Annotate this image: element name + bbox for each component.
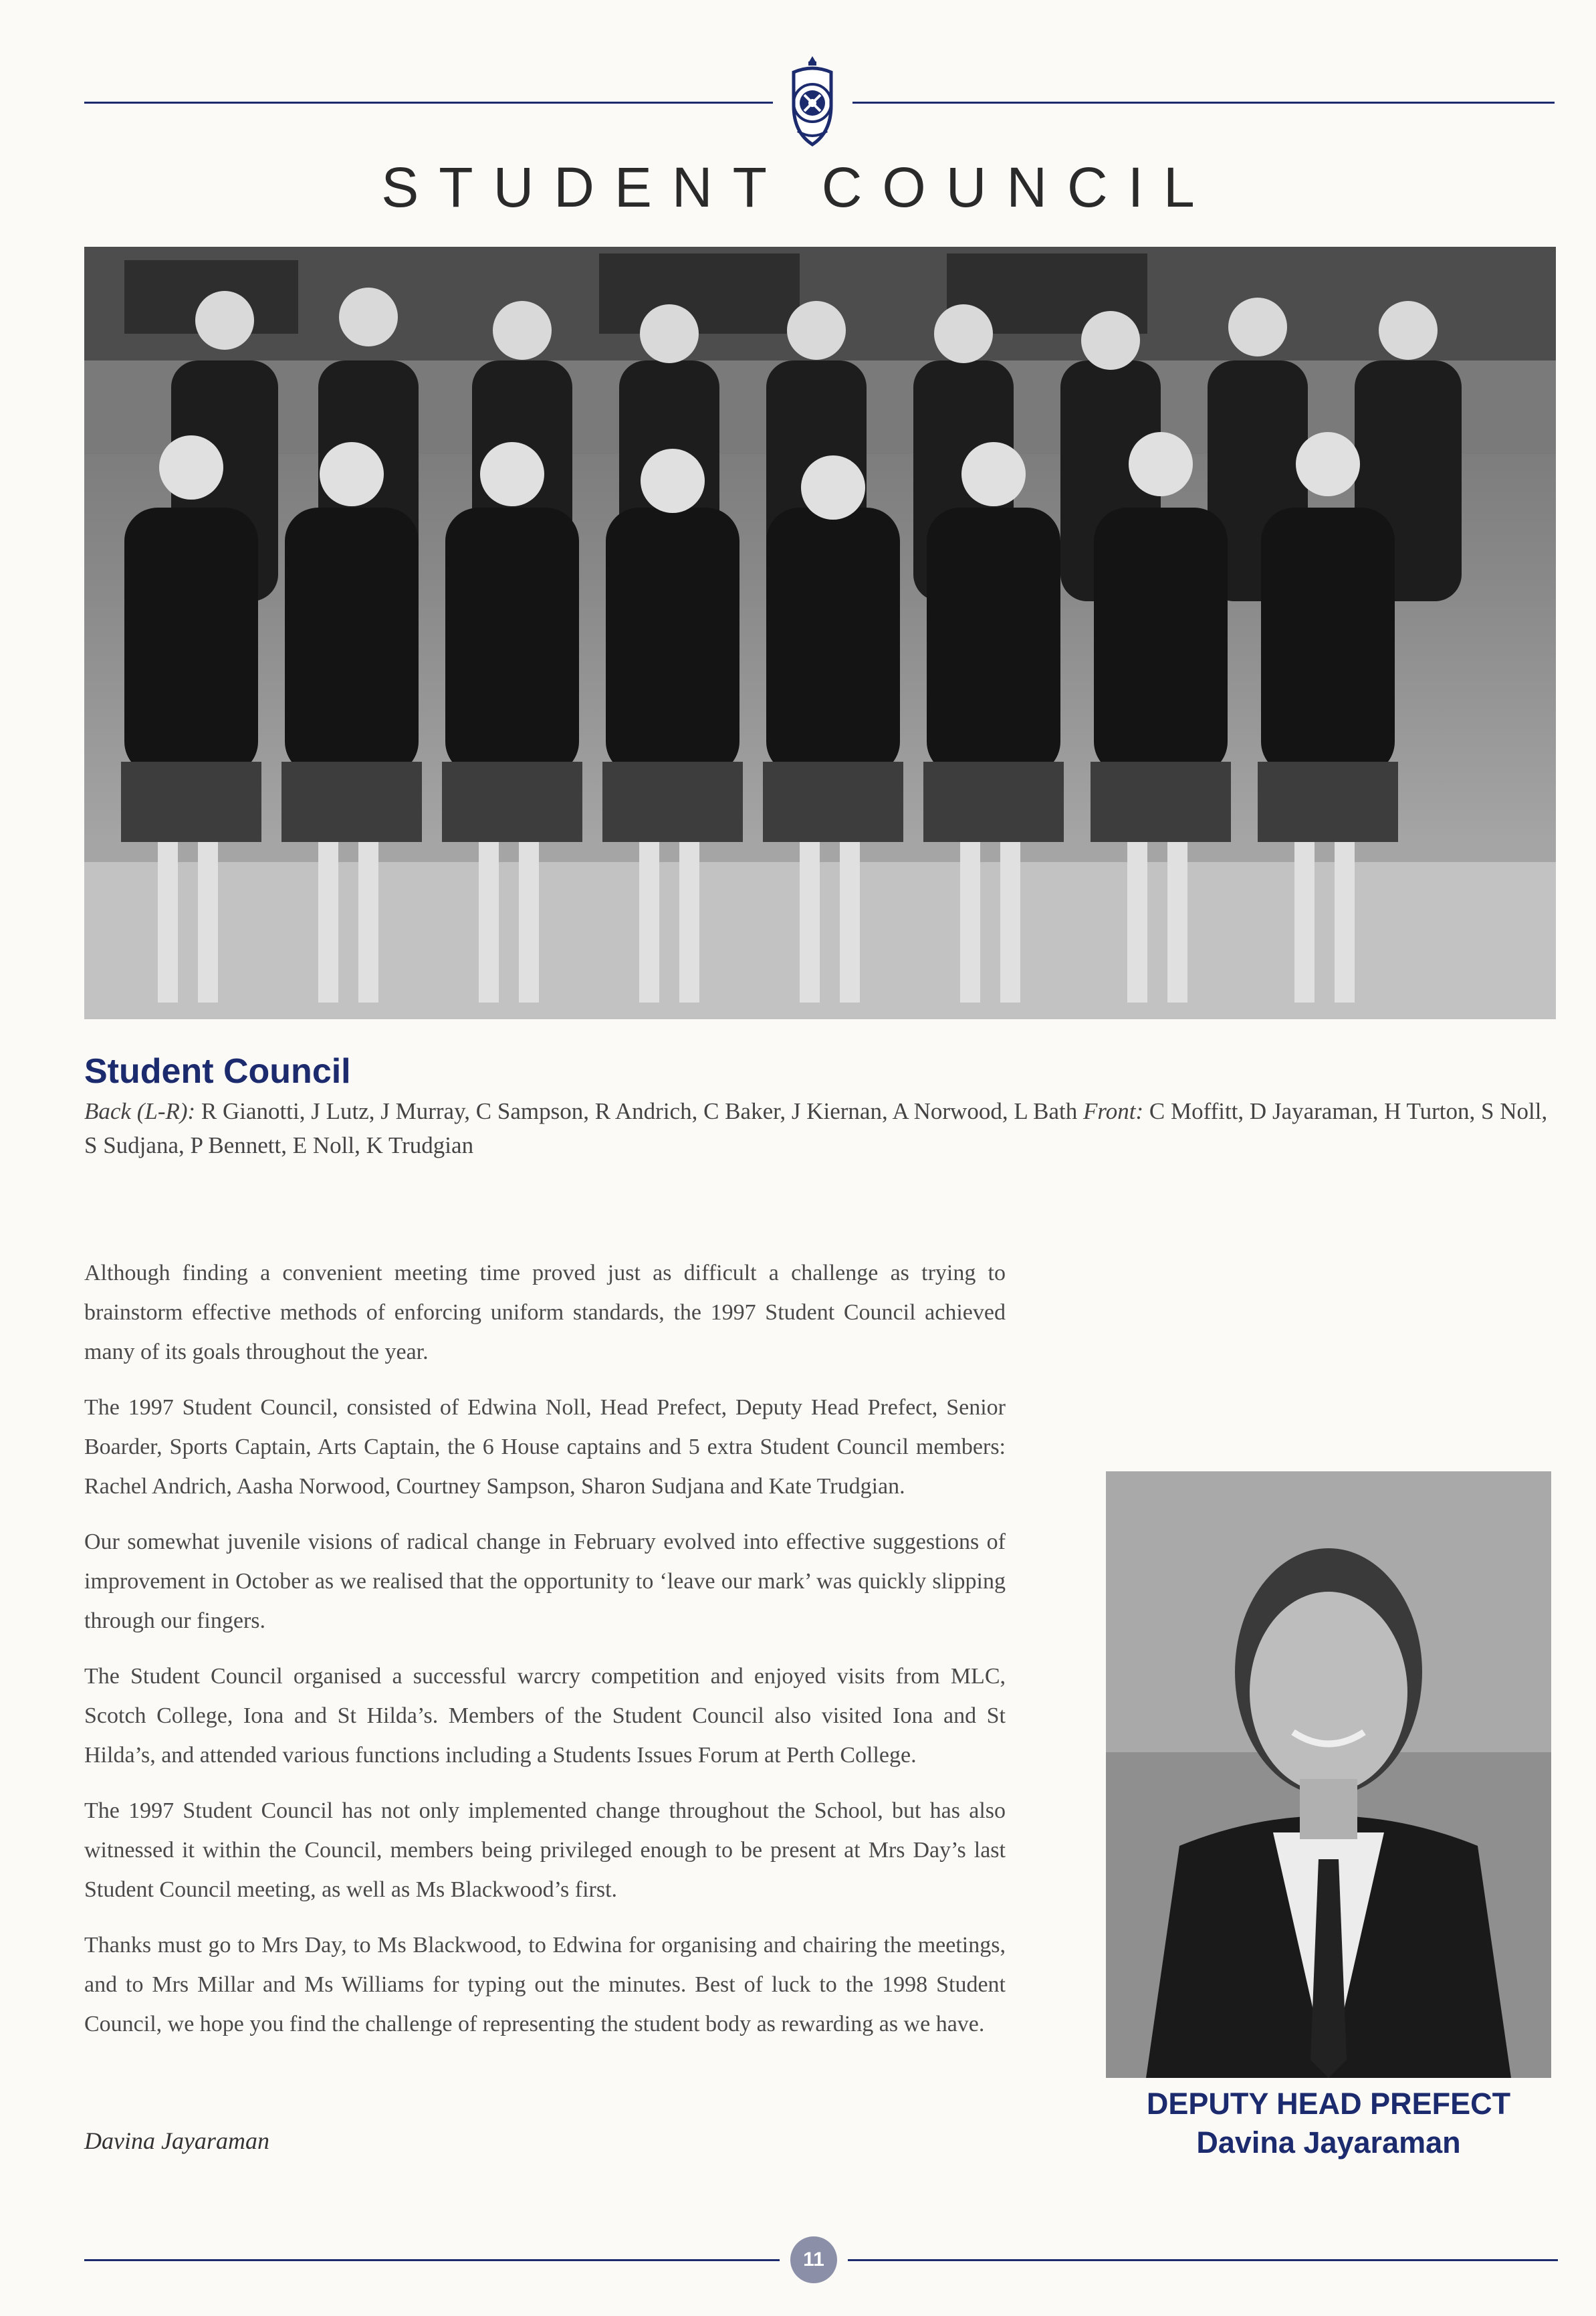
- header-rule-right: [852, 102, 1555, 104]
- portrait-name: Davina Jayaraman: [1196, 2125, 1461, 2160]
- group-photo: [84, 247, 1556, 1019]
- group-caption-names: [84, 1094, 1562, 1162]
- group-caption-title: Student Council: [84, 1052, 351, 1091]
- back-row-label: Back (L-R):: [84, 1098, 196, 1124]
- front-row-names: C Moffitt, D Jayaraman, H Turton, S Noll, S Sudjana, P Bennett, E Noll, K Trudgian: [84, 1098, 1548, 1158]
- page-title: STUDENT COUNCIL: [381, 156, 1215, 219]
- front-row-label: Front:: [1083, 1098, 1144, 1124]
- portrait-photo: [1106, 1471, 1551, 2078]
- article-paragraph: The Student Council organised a successful warcry competition and enjoyed visits from MLC, Scotch College, Iona and St Hilda’s. Members of the Student Council also visited Iona and St Hilda’s, and attended various functions including a Students Issues Forum at Perth College.: [84, 1664, 1006, 1768]
- article-paragraph: Thanks must go to Mrs Day, to Ms Blackwood, to Edwina for organising and chairing the meetings, and to Mrs Millar and Ms Williams for typing out the minutes. Best of luck to the 1998 Student Council, we hope you find the challenge of representing the student body as rewarding as we have.: [84, 1933, 1006, 2036]
- article-paragraph: Although finding a convenient meeting time proved just as difficult a challenge as trying to brainstorm effective methods of enforcing uniform standards, the 1997 Student Council achieved many of its goals throughout the year.: [84, 1261, 1006, 1364]
- portrait-role: DEPUTY HEAD PREFECT: [1146, 2087, 1511, 2121]
- article-body: [84, 1253, 1006, 2060]
- article-author: Davina Jayaraman: [84, 2127, 269, 2154]
- back-row-names: R Gianotti, J Lutz, J Murray, C Sampson, R Andrich, C Baker, J Kiernan, A Norwood, L Bath: [201, 1098, 1078, 1124]
- header-rule-left: [84, 102, 773, 104]
- page-number: 11: [790, 2236, 837, 2283]
- article-paragraph: Our somewhat juvenile visions of radical change in February evolved into effective suggestions of improvement in October as we realised that the opportunity to ‘leave our mark’ was quickly slipping through our fingers.: [84, 1530, 1006, 1633]
- footer-rule-right: [848, 2259, 1558, 2261]
- article-paragraph: The 1997 Student Council has not only implemented change throughout the School, but has also witnessed it within the Council, members being privileged enough to be present at Mrs Day’s last Student Council meeting, as well as Ms Blackwood’s first.: [84, 1798, 1006, 1902]
- article-paragraph: The 1997 Student Council, consisted of Edwina Noll, Head Prefect, Deputy Head Prefect, Senior Boarder, Sports Captain, Arts Captain, the 6 House captains and 5 extra Student Council members: Rachel Andrich, Aasha Norwood, Courtney Sampson, Sharon Sudjana and Kate Trudgian.: [84, 1395, 1006, 1499]
- footer-rule-left: [84, 2259, 780, 2261]
- school-crest-icon: [784, 52, 840, 150]
